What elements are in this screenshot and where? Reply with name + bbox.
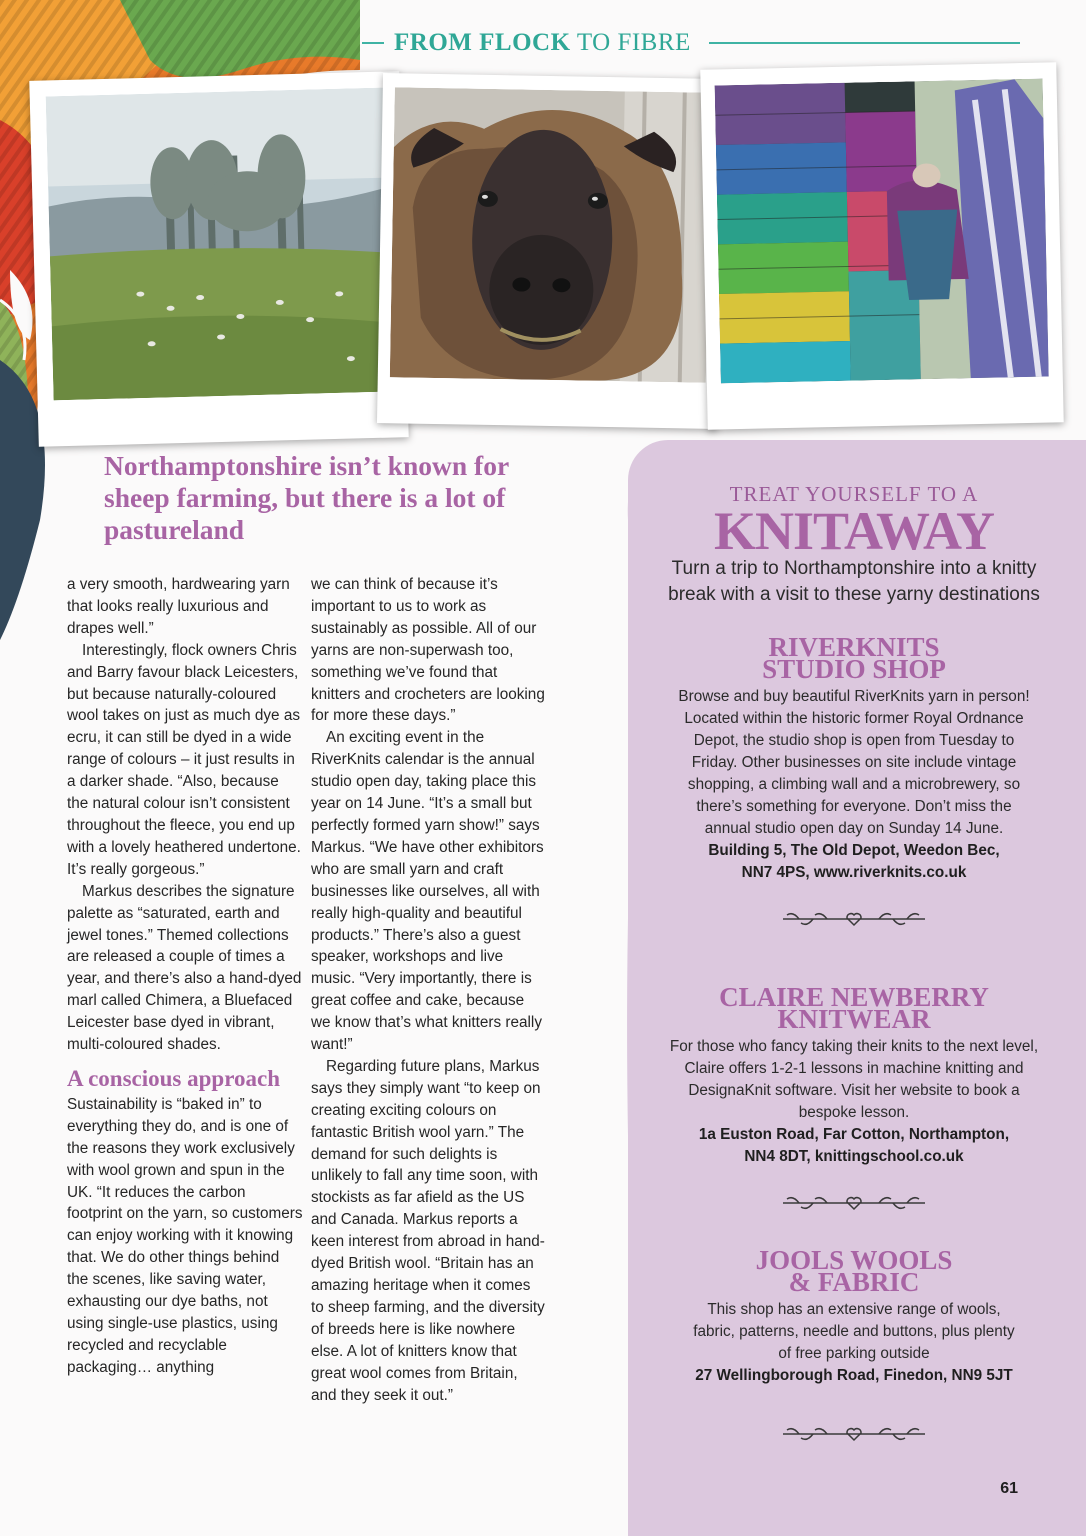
shop-description: Browse and buy beautiful RiverKnits yarn in person! Located within the historic former Royal Ordnance Depot, the studio shop is open from Tuesday to Friday. Other businesses on site include vintage shopping, a climbing wall and a microbrewery, so there’s something for everyone. Don’t miss the annual studio open day on Sunday 14 June.	[678, 688, 1030, 837]
flourish-divider	[668, 1423, 1040, 1443]
shop-address: Building 5, The Old Depot, Weedon Bec, NN7 4PS, www.riverknits.co.uk	[708, 842, 1000, 881]
vine-heart-icon	[779, 1423, 929, 1445]
shop-address: 27 Wellingborough Road, Finedon, NN9 5JT	[695, 1367, 1013, 1384]
col1-paragraph-3: Markus describes the signature palette as “saturated, earth and jewel tones.” Themed collections are released a couple of times a year, and there’s also a hand-dyed marl called Chimera, a Bluefaced Leicester base dyed in vibrant, multi-coloured shades.	[67, 882, 302, 1054]
shop-claire-newberry	[668, 982, 1040, 1212]
yarn-wall-illustration	[715, 79, 1049, 384]
yarn-shop-photo	[715, 79, 1049, 384]
section-title-bold: FROM FLOCK	[394, 29, 571, 56]
polaroid-landscape	[29, 71, 408, 447]
shop-address: 1a Euston Road, Far Cotton, Northampton, NN4 8DT, knittingschool.co.uk	[698, 1126, 1010, 1165]
running-head	[362, 26, 1020, 60]
shop-description: For those who fancy taking their knits to the next level, Claire offers 1-2-1 lessons in machine knitting and DesignaKnit software. Visit her website to book a bespoke lesson.	[669, 1038, 1039, 1121]
sheep-illustration	[390, 87, 711, 382]
article-column-2	[311, 574, 547, 1406]
shop-name: JOOLS WOOLS & FABRIC	[755, 1245, 953, 1297]
subhead-conscious-approach: A conscious approach	[67, 1065, 281, 1091]
col1-paragraph-4: Sustainability is “baked in” to everything they do, and is one of the reasons they work exclusively with wool grown and spun in the UK. “It reduces the carbon footprint on the yarn, so customers can enjoy working with it knowing that. We do other things behind the scenes, like saving water, exhausting our dye baths, not using single-use plastics, using recycled and recyclable packaging… anything	[67, 1095, 303, 1376]
shop-description: This shop has an extensive range of wools, fabric, patterns, needle and buttons, plus plenty of free parking outside	[693, 1301, 1015, 1362]
article-column-1	[67, 574, 303, 1379]
sidebar-kicker: TREAT YOURSELF TO A	[729, 482, 979, 506]
header-rule-right	[709, 42, 1020, 44]
flourish-divider	[668, 908, 1040, 928]
shop-riverknits	[668, 632, 1040, 928]
page-number: 61	[1000, 1480, 1018, 1497]
vine-heart-icon	[779, 1192, 929, 1214]
section-title-rest: TO FIBRE	[570, 29, 691, 56]
polaroid-sheep	[377, 73, 723, 429]
col1-paragraph-2: Interestingly, flock owners Chris and Barry favour black Leicesters, but because naturally-coloured wool takes on just as much dye as ecru, it can still be dyed in a wide range of colours – it just results in a darker shade. “Also, because the natural colour isn’t consistent throughout the fleece, you end up with a lovely heathered undertone. It’s really gorgeous.”	[67, 641, 301, 878]
col2-paragraph-3: Regarding future plans, Markus says they simply want “to keep on creating exciting colours on fantastic British wool yarn.” The demand for such delights is unlikely to fall any time soon, with stockists as far afield as the US and Canada. Markus reports a keen interest from abroad in hand-dyed British wool. “Britain has an amazing heritage when it comes to sheep farming, and the diversity of breeds here is like nowhere else. A lot of knitters know that great wool comes from Britain, and they seek it out.”	[311, 1057, 545, 1404]
landscape-photo	[46, 88, 392, 401]
polaroid-yarn-shop	[700, 62, 1063, 429]
sidebar-headline: KNITAWAY	[713, 501, 995, 561]
shop-jools-wools	[668, 1245, 1040, 1443]
shop-name: CLAIRE NEWBERRY KNITWEAR	[719, 982, 989, 1034]
pasture-illustration	[46, 88, 392, 401]
section-title	[394, 29, 691, 57]
header-rule-left	[362, 42, 384, 44]
col2-paragraph-1: we can think of because it’s important to us to work as sustainably as possible. All of our yarns are non-superwash too, something we’ve found that knitters and crocheters are looking for more these days.”	[311, 576, 545, 725]
flourish-divider	[668, 1192, 1040, 1212]
col2-paragraph-2: An exciting event in the RiverKnits calendar is the annual studio open day, taking place this year on 14 June. “It’s a small but perfectly formed yarn show!” says Markus. “We have other exhibitors who are small yarn and craft businesses like ourselves, all with really high-quality and beautiful products.” There’s also a guest speaker, workshops and live music. “Very importantly, there is great coffee and cake, because we know that’s what knitters really want!”	[311, 729, 544, 1054]
sheep-photo	[390, 87, 711, 382]
shop-name: RIVERKNITS STUDIO SHOP	[762, 632, 946, 684]
pull-quote: Northamptonshire isn’t known for sheep farming, but there is a lot of pastureland	[104, 450, 509, 545]
col1-paragraph-1: a very smooth, hardwearing yarn that looks really luxurious and drapes well.”	[67, 576, 290, 637]
vine-heart-icon	[779, 908, 929, 930]
sidebar-intro: Turn a trip to Northamptonshire into a knitty break with a visit to these yarny destinations	[668, 558, 1040, 605]
